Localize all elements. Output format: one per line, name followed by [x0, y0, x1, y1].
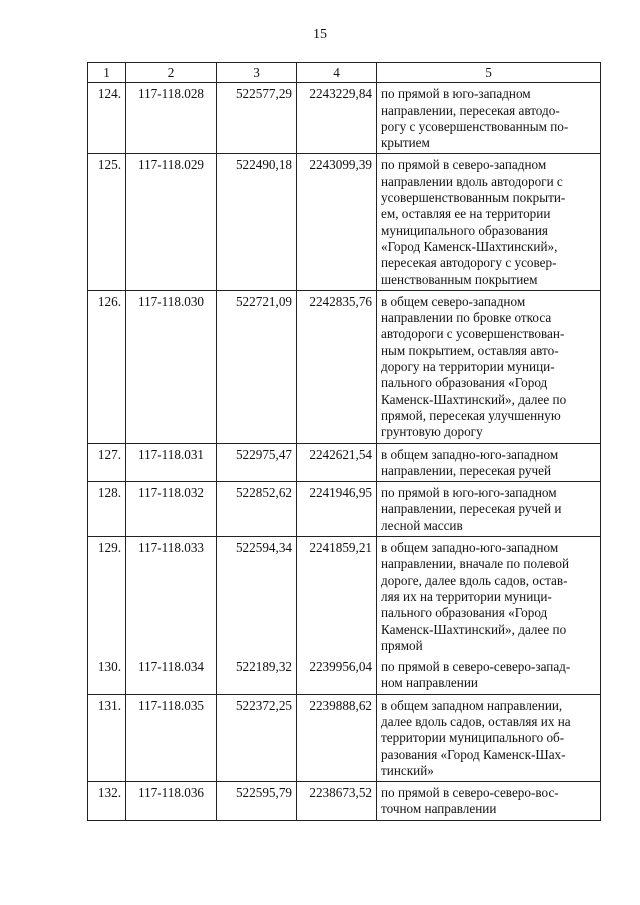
- point-code: 117-118.036: [126, 782, 217, 821]
- description-line: автодороги с усовершенствован-: [381, 326, 565, 342]
- description-line: «Город Каменск-Шахтинский»,: [381, 238, 558, 254]
- coordinate-y: 2238673,52: [297, 782, 377, 821]
- description-line: территории муниципального об-: [381, 730, 565, 746]
- coordinate-y: 2239888,62: [297, 694, 377, 781]
- table-row: [88, 443, 601, 482]
- coordinate-x: 522577,29: [217, 83, 297, 154]
- description-line: пального образования «Город: [381, 605, 548, 621]
- description-line: прямой, пересекая улучшенную: [381, 407, 561, 423]
- description-line: разования «Город Каменск-Шах-: [381, 746, 566, 762]
- description-line: в общем западно-юго-западном: [381, 540, 559, 556]
- table-row: [88, 782, 601, 821]
- coordinate-y: 2242621,54: [297, 443, 377, 482]
- coordinate-x: 522490,18: [217, 154, 297, 290]
- description-line: пального образования «Город: [381, 375, 548, 391]
- coordinate-x: 522372,25: [217, 694, 297, 781]
- description-line: по прямой в северо-северо-вос-: [381, 785, 559, 801]
- boundary-description: [377, 537, 601, 657]
- coordinate-x: 522852,62: [217, 482, 297, 537]
- coordinate-x: 522975,47: [217, 443, 297, 482]
- coordinate-y: 2239956,04: [297, 656, 377, 694]
- boundary-description: [377, 694, 601, 781]
- description-line: ным покрытием, оставляя авто-: [381, 342, 559, 358]
- row-number: 127.: [88, 443, 126, 482]
- description-line: Каменск-Шахтинский», далее по: [381, 391, 567, 407]
- description-line: в общем западном направлении,: [381, 697, 563, 713]
- description-line: направлении вдоль автодороги с: [381, 173, 563, 189]
- description-line: тинский»: [381, 762, 434, 778]
- description-line: крытием: [381, 135, 430, 151]
- description-line: направлении, пересекая ручей и: [381, 501, 562, 517]
- description-line: по прямой в юго-юго-западном: [381, 485, 557, 501]
- coordinates-table: [87, 62, 601, 821]
- description-line: Каменск-Шахтинский», далее по: [381, 621, 567, 637]
- description-line: направлении, вначале по полевой: [381, 556, 570, 572]
- description-line: точном направлении: [381, 801, 497, 817]
- boundary-description: [377, 482, 601, 537]
- boundary-description: [377, 83, 601, 154]
- table-row: [88, 154, 601, 290]
- boundary-description: [377, 656, 601, 694]
- description-line: ляя их на территории муници-: [381, 588, 552, 604]
- table-row: [88, 482, 601, 537]
- boundary-description: [377, 782, 601, 821]
- point-code: 117-118.028: [126, 83, 217, 154]
- description-line: пересекая автодорогу с усовер-: [381, 255, 557, 271]
- description-line: дороге, далее вдоль садов, остав-: [381, 572, 568, 588]
- coordinate-y: 2241946,95: [297, 482, 377, 537]
- description-line: направлении, пересекая автодо-: [381, 102, 560, 118]
- description-line: ном направлении: [381, 675, 478, 691]
- row-number: 128.: [88, 482, 126, 537]
- boundary-description: [377, 290, 601, 443]
- coordinate-x: 522594,34: [217, 537, 297, 657]
- description-line: направлении, пересекая ручей: [381, 462, 552, 478]
- row-number: 125.: [88, 154, 126, 290]
- point-code: 117-118.031: [126, 443, 217, 482]
- row-number: 130.: [88, 656, 126, 694]
- header-row: [88, 63, 601, 83]
- description-line: прямой: [381, 637, 423, 653]
- column-header: 4: [297, 63, 377, 83]
- description-line: в общем западно-юго-западном: [381, 446, 559, 462]
- description-line: далее вдоль садов, оставляя их на: [381, 713, 571, 729]
- row-number: 131.: [88, 694, 126, 781]
- description-line: рогу с усовершенствованным по-: [381, 118, 569, 134]
- column-header: 3: [217, 63, 297, 83]
- row-number: 126.: [88, 290, 126, 443]
- row-number: 124.: [88, 83, 126, 154]
- boundary-description: [377, 443, 601, 482]
- point-code: 117-118.033: [126, 537, 217, 657]
- description-line: по прямой в юго-западном: [381, 86, 531, 102]
- description-line: по прямой в северо-северо-запад-: [381, 659, 571, 675]
- point-code: 117-118.029: [126, 154, 217, 290]
- description-line: шенствованным покрытием: [381, 271, 538, 287]
- coordinate-x: 522595,79: [217, 782, 297, 821]
- page-number: 15: [313, 27, 327, 42]
- description-line: лесной массив: [381, 517, 463, 533]
- description-line: дорогу на территории муници-: [381, 359, 555, 375]
- point-code: 117-118.032: [126, 482, 217, 537]
- point-code: 117-118.030: [126, 290, 217, 443]
- table-row: [88, 537, 601, 657]
- coordinate-y: 2243229,84: [297, 83, 377, 154]
- coordinate-y: 2241859,21: [297, 537, 377, 657]
- table-row: [88, 694, 601, 781]
- table-row: [88, 83, 601, 154]
- description-line: усовершенствованным покрыти-: [381, 190, 566, 206]
- coordinate-x: 522189,32: [217, 656, 297, 694]
- table-row: [88, 656, 601, 694]
- boundary-description: [377, 154, 601, 290]
- column-header: 1: [88, 63, 126, 83]
- description-line: в общем северо-западном: [381, 293, 526, 309]
- coordinate-y: 2243099,39: [297, 154, 377, 290]
- row-number: 129.: [88, 537, 126, 657]
- description-line: муниципального образования: [381, 222, 548, 238]
- column-header: 5: [377, 63, 601, 83]
- description-line: грунтовую дорогу: [381, 424, 483, 440]
- table-row: [88, 290, 601, 443]
- point-code: 117-118.034: [126, 656, 217, 694]
- point-code: 117-118.035: [126, 694, 217, 781]
- description-line: направлении по бровке откоса: [381, 310, 552, 326]
- row-number: 132.: [88, 782, 126, 821]
- coordinate-x: 522721,09: [217, 290, 297, 443]
- description-line: по прямой в северо-западном: [381, 157, 547, 173]
- description-line: ем, оставляя ее на территории: [381, 206, 551, 222]
- column-header: 2: [126, 63, 217, 83]
- coordinate-y: 2242835,76: [297, 290, 377, 443]
